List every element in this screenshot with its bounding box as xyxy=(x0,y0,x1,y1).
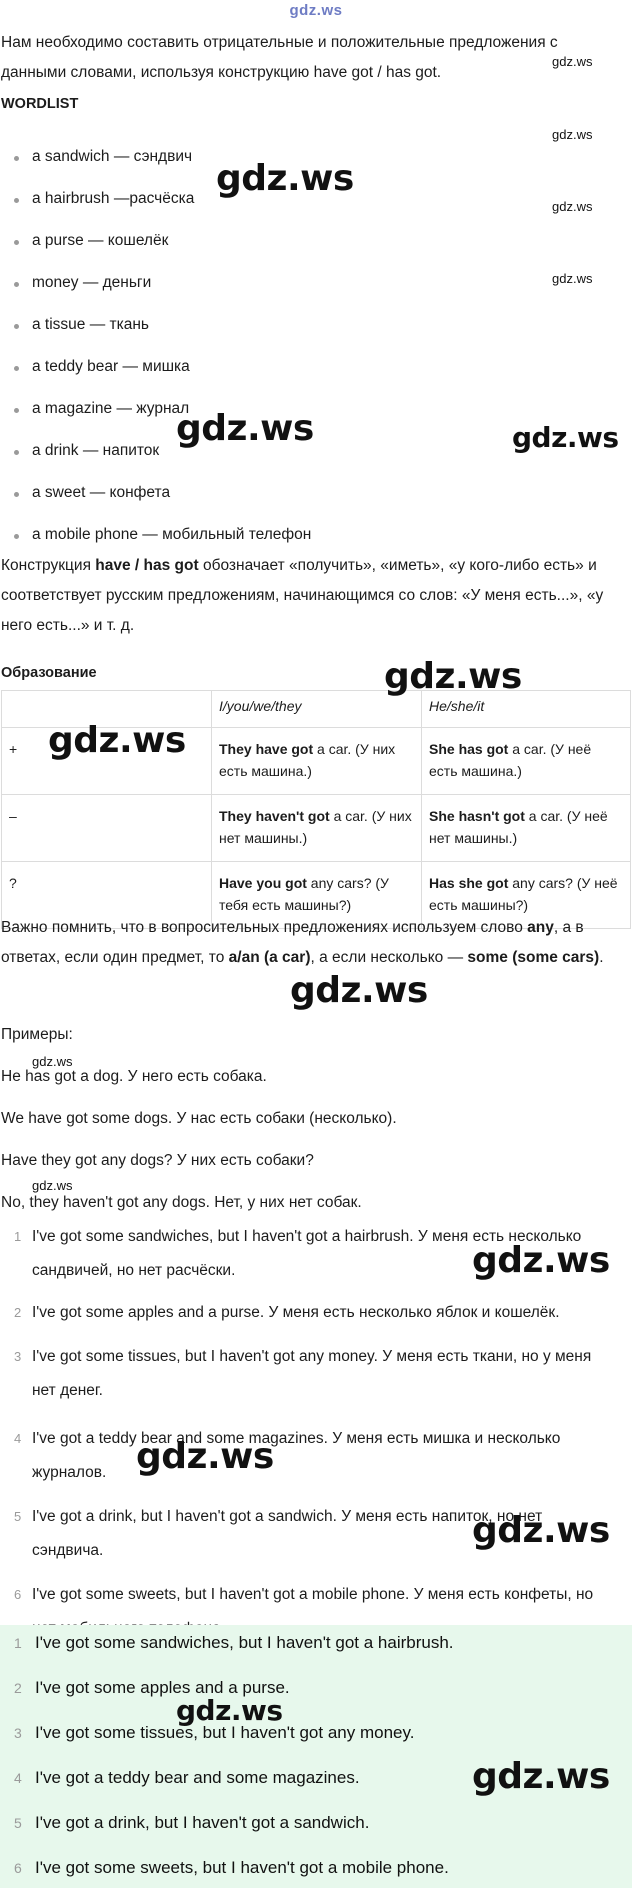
watermark: gdz.ws xyxy=(552,271,593,286)
list-item: a magazine — журнал xyxy=(0,392,600,434)
list-item: a teddy bear — мишка xyxy=(0,350,600,392)
wordlist xyxy=(0,140,600,560)
wordlist-heading: WORDLIST xyxy=(1,96,79,112)
list-item: a sweet — конфета xyxy=(0,476,600,518)
table-row xyxy=(2,795,631,862)
example-line: Have they got any dogs? У них есть собаки? xyxy=(1,1152,314,1169)
list-item: money — деньги xyxy=(0,266,600,308)
table-cell: They have got a car. (У них есть машина.) xyxy=(212,728,422,795)
watermark: gdz.ws xyxy=(552,199,593,214)
intro-text: Нам необходимо составить отрицательные и положительные предложения с данными словами, используя конструкцию have got / has got. xyxy=(1,34,558,81)
watermark: gdz.ws xyxy=(216,158,354,199)
list-item: 4 I've got a teddy bear and some magazines. xyxy=(14,1768,360,1787)
example-line: We have got some dogs. У нас есть собаки (несколько). xyxy=(1,1110,397,1127)
list-item: 2 I've got some apples and a purse. xyxy=(14,1678,290,1697)
list-item: 6 I've got some sweets, but I haven't got a mobile phone. У меня есть конфеты, но xyxy=(14,1586,594,1603)
watermark: gdz.ws xyxy=(176,1694,283,1727)
list-item: 2 I've got some apples and a purse. У меня есть несколько яблок и кошелёк. xyxy=(14,1304,560,1321)
list-item: 5 I've got a drink, but I haven't got a sandwich. xyxy=(14,1813,370,1832)
watermark: gdz.ws xyxy=(136,1436,274,1477)
list-item: a drink — напиток xyxy=(0,434,600,476)
table-cell: She hasn't got a car. (У неё нет машины.) xyxy=(422,795,631,862)
construction-text: Конструкция have / has got обозначает «получить», «иметь», «у кого-либо есть» и соответствует русским предложениям, начинающимся со слов: «У меня есть...», «у него есть...» и т. д. xyxy=(1,557,604,634)
list-item: a hairbrush —расчёска xyxy=(0,182,600,224)
note-text: Важно помнить, что в вопросительных предложениях используем слово any, а в ответах, если один предмет, то a/an (a car), а если несколько — some (some cars). xyxy=(1,919,604,966)
watermark: gdz.ws xyxy=(552,127,593,142)
list-item: 1 I've got some sandwiches, but I haven't got a hairbrush. xyxy=(14,1633,454,1652)
watermark: gdz.ws xyxy=(552,54,593,69)
list-item: a sandwich — сэндвич xyxy=(0,140,600,182)
watermark: gdz.ws xyxy=(472,1510,610,1551)
example-line: He has got a dog. У него есть собака. xyxy=(1,1068,267,1085)
table-cell-sign: + xyxy=(2,728,212,795)
table-cell: They haven't got a car. (У них нет машины.) xyxy=(212,795,422,862)
table-cell: Has she got any cars? (У неё есть машины?) xyxy=(422,862,631,929)
watermark: gdz.ws xyxy=(176,408,314,449)
table-cell-sign: ? xyxy=(2,862,212,929)
list-item: a tissue — ткань xyxy=(0,308,600,350)
list-item: 1 I've got some sandwiches, but I haven't got a hairbrush. У меня есть несколько сандвичей, но нет расчёски. xyxy=(14,1228,582,1279)
example-line: No, they haven't got any dogs. Нет, у них нет собак. xyxy=(1,1194,362,1211)
examples-heading: Примеры: xyxy=(1,1026,73,1043)
watermark: gdz.ws xyxy=(512,421,619,454)
list-item: a purse — кошелёк xyxy=(0,224,600,266)
formation-heading: Образование xyxy=(1,665,97,681)
watermark: gdz.ws xyxy=(32,1178,73,1193)
header-watermark: gdz.ws xyxy=(289,2,343,19)
watermark: gdz.ws xyxy=(472,1756,610,1797)
list-item: 6 I've got some sweets, but I haven't got a mobile phone. xyxy=(14,1858,449,1877)
watermark: gdz.ws xyxy=(48,720,186,761)
watermark: gdz.ws xyxy=(32,1054,73,1069)
watermark: gdz.ws xyxy=(290,970,428,1011)
list-item: a mobile phone — мобильный телефон xyxy=(0,518,600,560)
table-cell-sign: – xyxy=(2,795,212,862)
watermark: gdz.ws xyxy=(472,1240,610,1281)
exercise-list xyxy=(0,1220,610,1648)
list-item: 3 I've got some tissues, but I haven't got any money. У меня есть ткани, но у меня нет денег. xyxy=(14,1348,592,1399)
list-item: 4 I've got a teddy bear and some magazines. У меня есть мишка и несколько журналов. xyxy=(14,1430,561,1481)
table-header-cell: I/you/we/they xyxy=(212,691,422,728)
table-cell: She has got a car. (У неё есть машина.) xyxy=(422,728,631,795)
list-item: 5 I've got a drink, but I haven't got a sandwich. У меня есть напиток, но нет сэндвича. xyxy=(14,1508,543,1559)
table-cell: Have you got any cars? (У тебя есть машины?) xyxy=(212,862,422,929)
list-item: 3 I've got some tissues, but I haven't got any money. xyxy=(14,1723,415,1742)
table-header-cell: He/she/it xyxy=(422,691,631,728)
watermark: gdz.ws xyxy=(384,656,522,697)
